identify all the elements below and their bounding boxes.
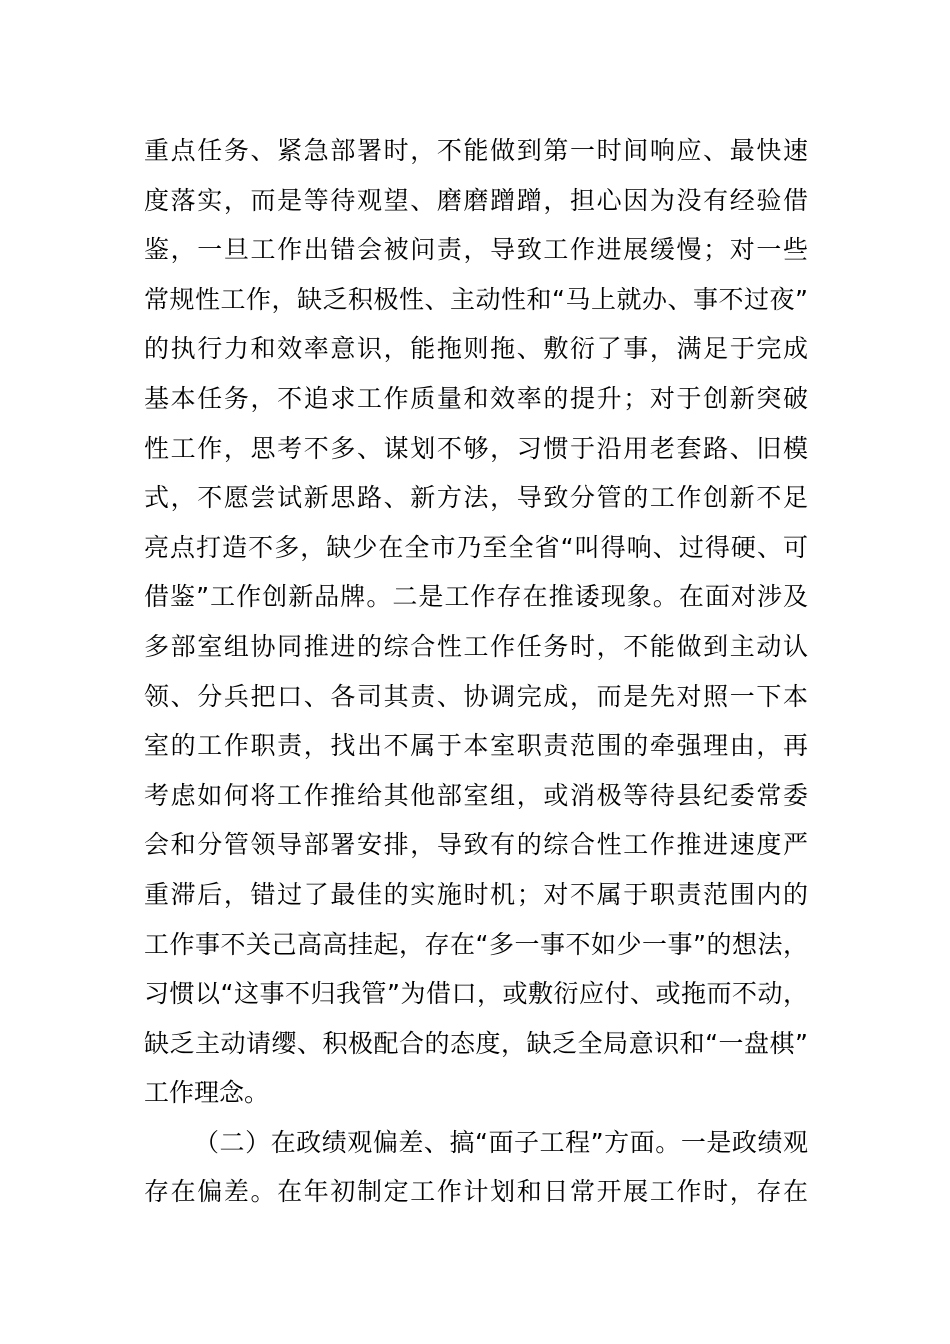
text-line: 会和分管领导部署安排，导致有的综合性工作推进速度严 xyxy=(144,830,808,860)
text-line: 考虑如何将工作推给其他部室组，或消极等待县纪委常委 xyxy=(144,780,808,810)
text-line: 习惯以“这事不归我管”为借口，或敷衍应付、或拖而不动， xyxy=(144,979,808,1009)
text-line: 亮点打造不多，缺少在全市乃至全省“叫得响、过得硬、可 xyxy=(144,532,808,562)
text-line: 存在偏差。在年初制定工作计划和日常开展工作时，存在 xyxy=(144,1177,808,1207)
text-line: 基本任务，不追求工作质量和效率的提升；对于创新突破 xyxy=(144,383,808,413)
text-line: 工作理念。 xyxy=(144,1078,270,1108)
text-line: 式，不愿尝试新思路、新方法，导致分管的工作创新不足 xyxy=(144,483,808,513)
document-body xyxy=(144,126,808,1217)
text-line: 鉴，一旦工作出错会被问责，导致工作进展缓慢；对一些 xyxy=(144,235,808,265)
text-line: 工作事不关己高高挂起，存在“多一事不如少一事”的想法， xyxy=(144,929,808,959)
text-line: 领、分兵把口、各司其责、协调完成，而是先对照一下本 xyxy=(144,681,808,711)
text-line: 室的工作职责，找出不属于本室职责范围的牵强理由，再 xyxy=(144,731,808,761)
text-line: 重滞后，错过了最佳的实施时机；对不属于职责范围内的 xyxy=(144,879,808,909)
paragraph-1 xyxy=(144,126,808,1118)
text-line: 性工作，思考不多、谋划不够，习惯于沿用老套路、旧模 xyxy=(144,433,808,463)
text-line: 重点任务、紧急部署时，不能做到第一时间响应、最快速 xyxy=(144,136,808,165)
text-line: 度落实，而是等待观望、磨磨蹭蹭，担心因为没有经验借 xyxy=(144,185,808,215)
text-line: 多部室组协同推进的综合性工作任务时，不能做到主动认 xyxy=(144,631,808,661)
text-line: 的执行力和效率意识，能拖则拖、敷衍了事，满足于完成 xyxy=(144,334,808,364)
text-line: 借鉴”工作创新品牌。二是工作存在推诿现象。在面对涉及 xyxy=(144,582,808,612)
text-line: 缺乏主动请缨、积极配合的态度，缺乏全局意识和“一盘棋” xyxy=(144,1028,808,1058)
section-heading-line: （二）在政绩观偏差、搞“面子工程”方面。一是政绩观 xyxy=(194,1127,808,1157)
text-line: 常规性工作，缺乏积极性、主动性和“马上就办、事不过夜” xyxy=(144,284,808,314)
paragraph-2 xyxy=(144,1118,808,1217)
